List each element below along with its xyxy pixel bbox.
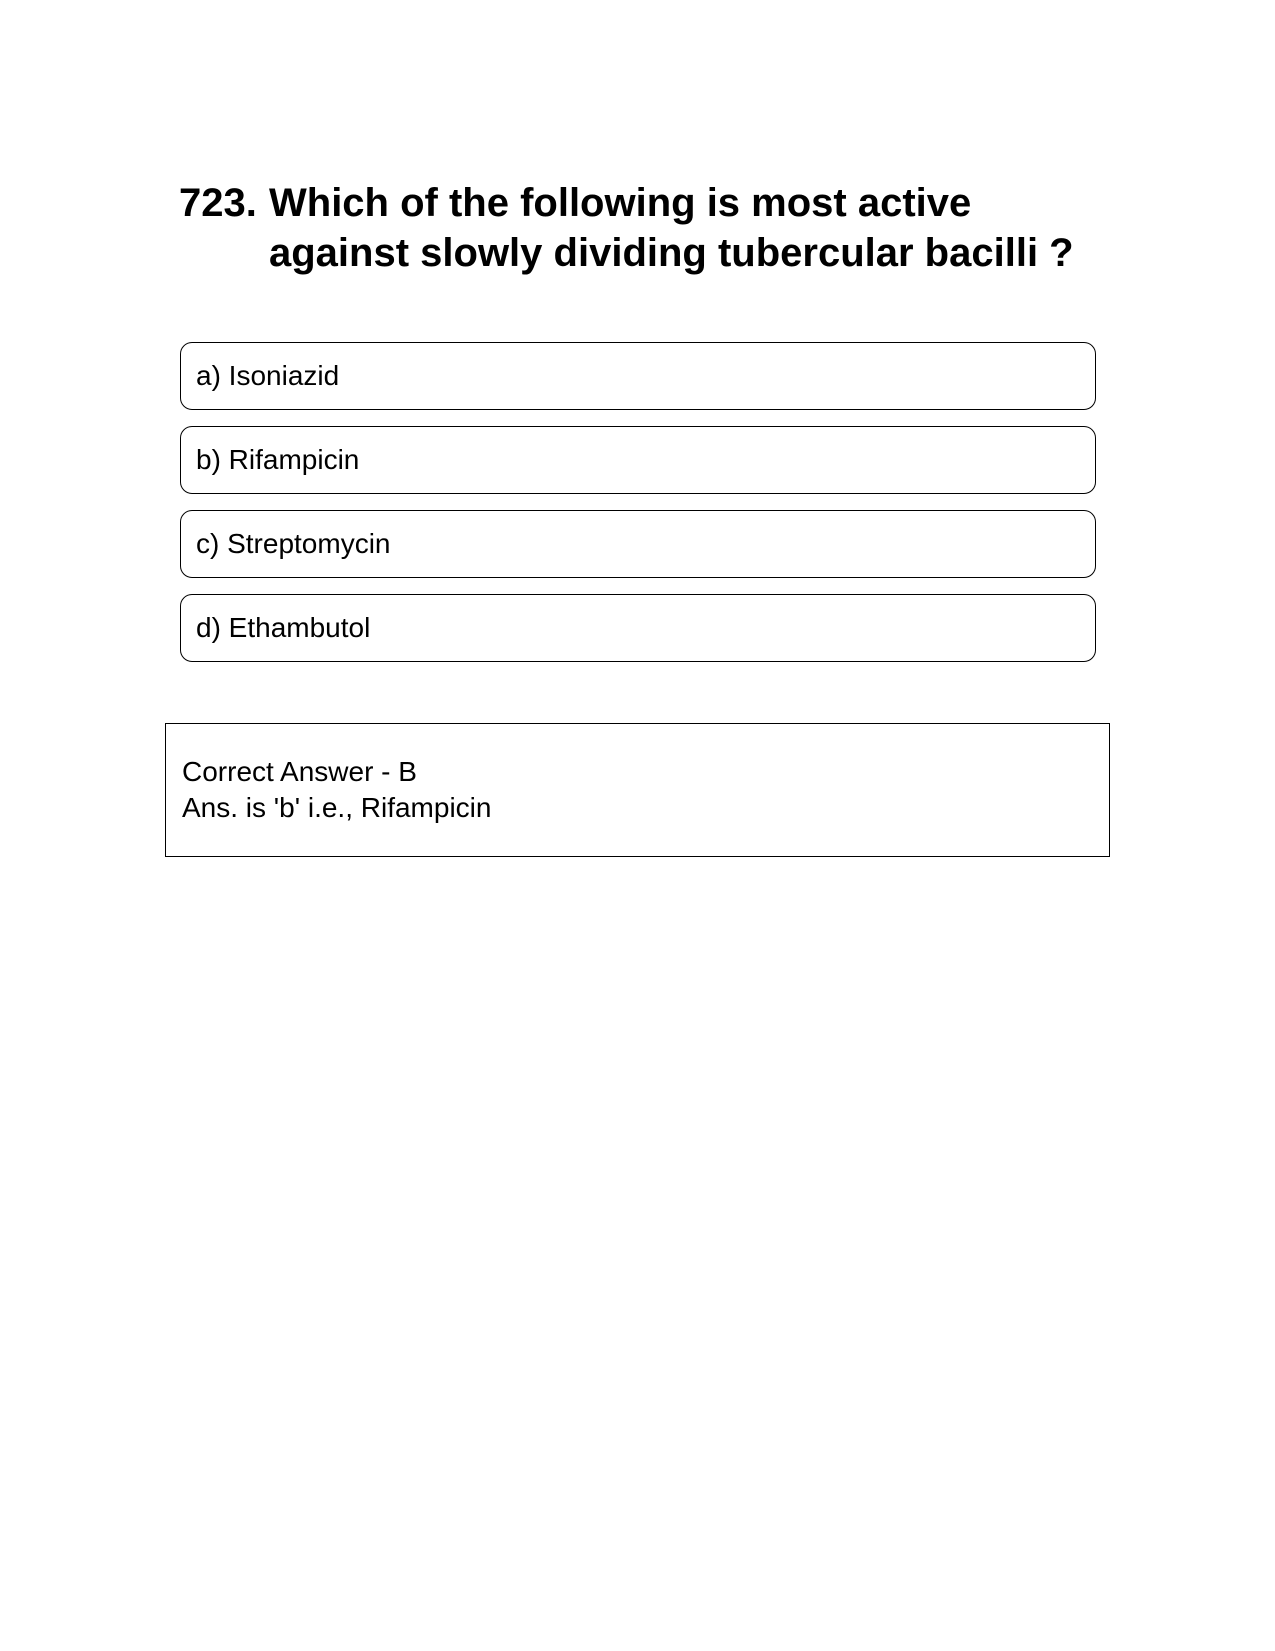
option-c[interactable] [180, 510, 1096, 578]
correct-answer: Correct Answer - B [182, 756, 417, 787]
answer-options [180, 342, 1096, 678]
answer-box [165, 723, 1110, 857]
question-number: 723. [179, 181, 257, 225]
option-a[interactable] [180, 342, 1096, 410]
option-b[interactable] [180, 426, 1096, 494]
question-heading [179, 178, 1099, 278]
option-a-label: a) Isoniazid [196, 360, 340, 391]
question-text: Which of the following is most active against slowly dividing tubercular bacilli ? [269, 181, 1074, 275]
option-d[interactable] [180, 594, 1096, 662]
answer-explanation: Ans. is 'b' i.e., Rifampicin [182, 792, 492, 823]
option-b-label: b) Rifampicin [196, 444, 360, 475]
option-d-label: d) Ethambutol [196, 612, 371, 643]
option-c-label: c) Streptomycin [196, 528, 391, 559]
